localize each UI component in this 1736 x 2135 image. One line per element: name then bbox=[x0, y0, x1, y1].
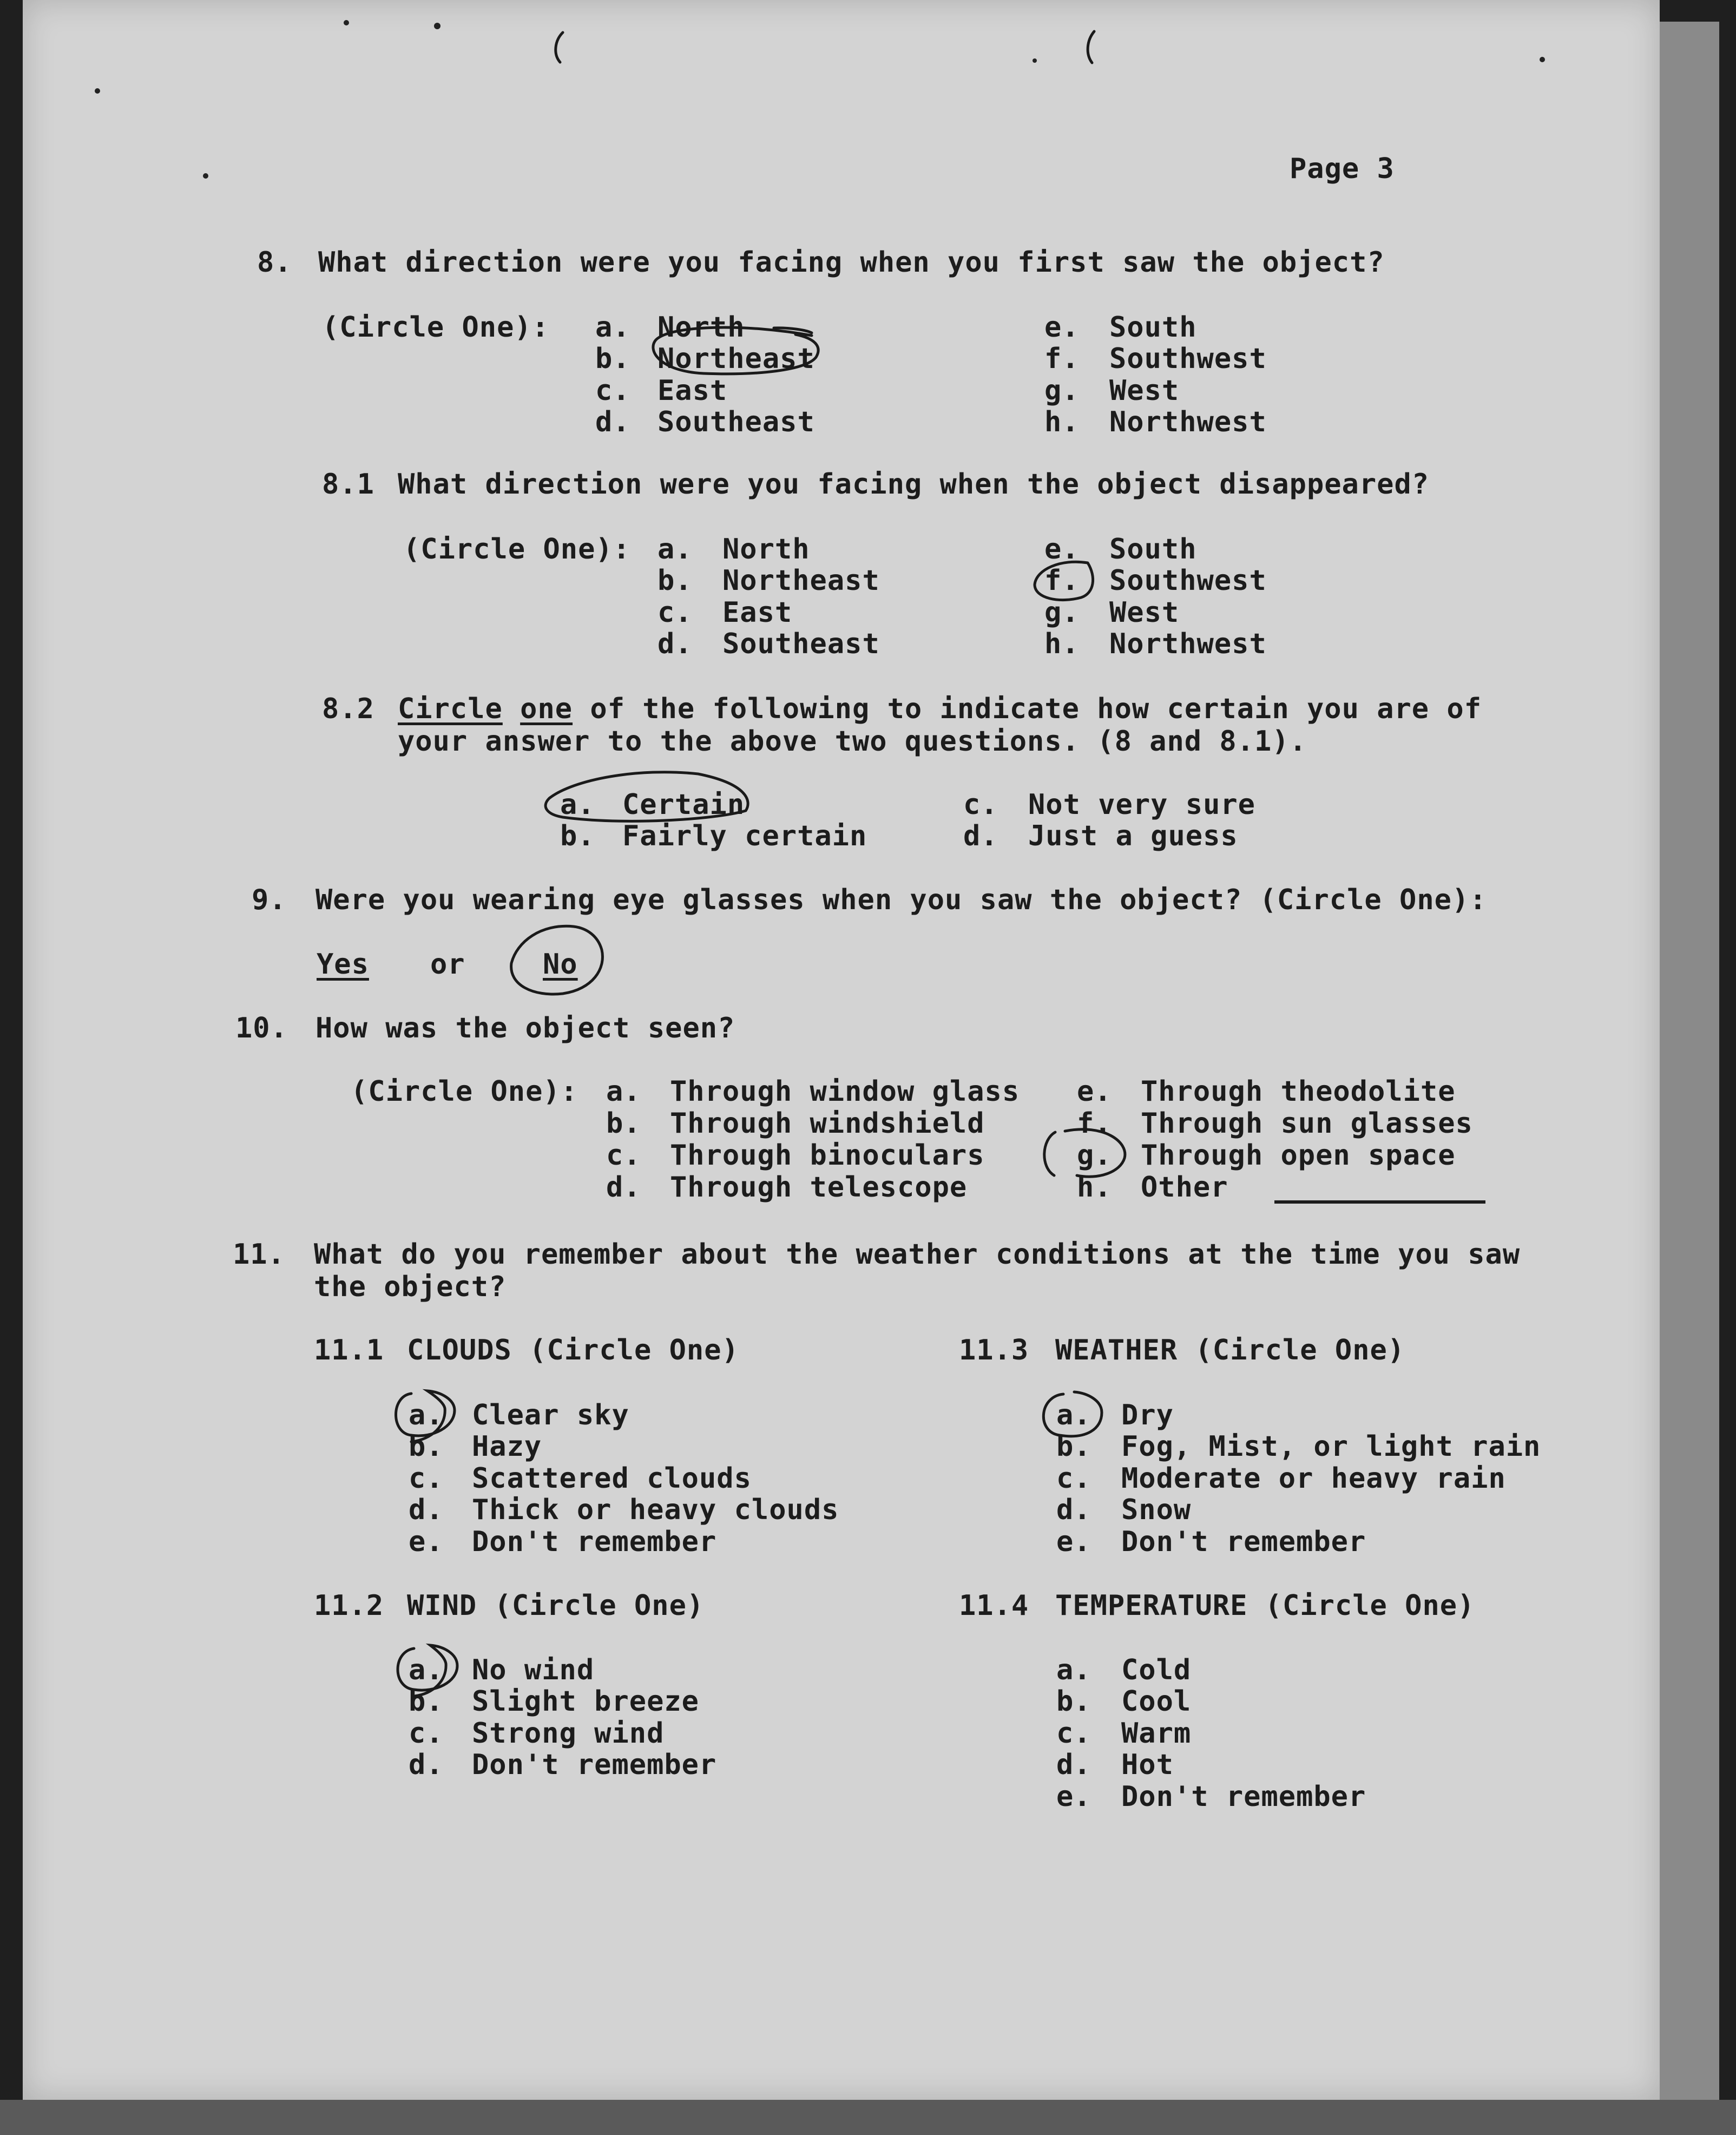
q11-2-option-text: Slight breeze bbox=[472, 1685, 699, 1718]
scan-edge-bottom bbox=[0, 2100, 1736, 2135]
q10-option-letter: b. bbox=[606, 1107, 641, 1140]
q11-1-option-letter: b. bbox=[409, 1430, 444, 1463]
document-page bbox=[23, 0, 1660, 2100]
q8-1-option-letter: c. bbox=[657, 596, 693, 629]
q10-option-letter: f. bbox=[1077, 1107, 1112, 1140]
q11-4-option-letter: a. bbox=[1056, 1654, 1091, 1686]
q9-or: or bbox=[430, 948, 465, 981]
q8-2-option-text: Just a guess bbox=[1028, 820, 1238, 852]
q8-1-option-text: Southeast bbox=[722, 628, 880, 660]
q8-1-option-text: Northeast bbox=[722, 564, 880, 597]
q9-no: No bbox=[543, 948, 578, 981]
q11-2-option-letter: a. bbox=[409, 1654, 444, 1686]
q9-number: 9. bbox=[252, 884, 287, 916]
q11-1-option-text: Hazy bbox=[472, 1430, 542, 1463]
q11-3-option-letter: b. bbox=[1056, 1430, 1091, 1463]
q10-option-text: Through binoculars bbox=[670, 1139, 985, 1172]
q11-3-option-text: Fog, Mist, or light rain bbox=[1121, 1430, 1541, 1463]
q8-2-one-word: one bbox=[520, 693, 573, 725]
q11-2-option-text: Strong wind bbox=[472, 1717, 665, 1750]
q11-2-number: 11.2 bbox=[314, 1589, 384, 1622]
q11-3-option-letter: c. bbox=[1056, 1462, 1091, 1495]
q8-1-option-text: South bbox=[1109, 533, 1197, 566]
q8-question: What direction were you facing when you first saw the object? bbox=[318, 246, 1385, 279]
q8-2-option-text: Fairly certain bbox=[622, 820, 867, 852]
q11-2-option-letter: b. bbox=[409, 1685, 444, 1718]
q8-2-option-text: Not very sure bbox=[1028, 789, 1255, 821]
q11-2-title: WIND (Circle One) bbox=[407, 1589, 705, 1622]
q9-question: Were you wearing eye glasses when you saw the object? (Circle One): bbox=[315, 884, 1487, 916]
q8-option-text: Northeast bbox=[657, 343, 815, 375]
q8-1-option-letter: h. bbox=[1044, 628, 1080, 660]
q8-2-option-letter: b. bbox=[560, 820, 595, 852]
q8-1-option-letter: b. bbox=[657, 564, 693, 597]
q11-1-number: 11.1 bbox=[314, 1334, 384, 1367]
q11-2-option-letter: d. bbox=[409, 1749, 444, 1781]
q8-2-question-line1 bbox=[398, 693, 1482, 725]
q8-option-letter: d. bbox=[595, 406, 630, 438]
q11-4-option-letter: e. bbox=[1056, 1781, 1091, 1813]
q10-option-text: Other bbox=[1141, 1171, 1228, 1204]
q11-1-option-letter: d. bbox=[409, 1494, 444, 1526]
q11-2-option-letter: c. bbox=[409, 1717, 444, 1750]
q11-3-option-letter: d. bbox=[1056, 1494, 1091, 1526]
q11-1-option-letter: a. bbox=[409, 1399, 444, 1431]
q8-option-text: Southeast bbox=[657, 406, 815, 438]
q10-option-text: Through sun glasses bbox=[1141, 1107, 1473, 1140]
q8-1-option-text: North bbox=[722, 533, 810, 566]
q11-3-title: WEATHER (Circle One) bbox=[1055, 1334, 1405, 1367]
q11-3-option-text: Snow bbox=[1121, 1494, 1192, 1526]
q11-1-title: CLOUDS (Circle One) bbox=[407, 1334, 739, 1367]
q8-2-option-letter: d. bbox=[963, 820, 998, 852]
q8-option-letter: g. bbox=[1044, 375, 1080, 407]
q10-option-text: Through open space bbox=[1141, 1139, 1456, 1172]
q11-3-option-text: Don't remember bbox=[1121, 1526, 1366, 1558]
q10-option-letter: e. bbox=[1077, 1075, 1112, 1108]
q10-other-blank-line bbox=[1274, 1200, 1485, 1204]
q10-option-letter: c. bbox=[606, 1139, 641, 1172]
q10-option-letter: a. bbox=[606, 1075, 641, 1108]
q10-option-letter: g. bbox=[1077, 1139, 1112, 1172]
q8-2-circle-word: Circle bbox=[398, 693, 503, 725]
q11-4-option-text: Warm bbox=[1121, 1717, 1192, 1750]
q8-2-option-letter: a. bbox=[560, 789, 595, 821]
q8-1-question: What direction were you facing when the object disappeared? bbox=[398, 468, 1430, 501]
q8-1-option-letter: e. bbox=[1044, 533, 1080, 566]
q8-2-question-line2: your answer to the above two questions. (8 and 8.1). bbox=[398, 725, 1307, 758]
q8-1-option-letter: g. bbox=[1044, 596, 1080, 629]
q11-1-option-text: Scattered clouds bbox=[472, 1462, 752, 1495]
q11-3-option-text: Dry bbox=[1121, 1399, 1174, 1431]
q8-1-option-text: East bbox=[722, 596, 793, 629]
q8-2-line1-rest: of the following to indicate how certain you are of bbox=[590, 693, 1482, 725]
q8-option-letter: f. bbox=[1044, 343, 1080, 375]
q8-2-option-letter: c. bbox=[963, 789, 998, 821]
q11-number: 11. bbox=[233, 1238, 285, 1271]
q10-option-text: Through window glass bbox=[670, 1075, 1020, 1108]
q8-1-option-text: Southwest bbox=[1109, 564, 1267, 597]
q11-question-line2: the object? bbox=[314, 1271, 507, 1303]
q11-3-number: 11.3 bbox=[959, 1334, 1029, 1367]
q10-question: How was the object seen? bbox=[315, 1012, 735, 1044]
q8-option-text: South bbox=[1109, 311, 1197, 344]
q11-4-option-text: Hot bbox=[1121, 1749, 1174, 1781]
q10-instruction: (Circle One): bbox=[351, 1075, 578, 1108]
q8-1-option-text: Northwest bbox=[1109, 628, 1267, 660]
q11-4-option-letter: b. bbox=[1056, 1685, 1091, 1718]
q11-question-line1: What do you remember about the weather conditions at the time you saw bbox=[314, 1238, 1521, 1271]
q8-1-option-letter: f. bbox=[1044, 564, 1080, 597]
q11-2-option-text: Don't remember bbox=[472, 1749, 717, 1781]
q11-2-option-text: No wind bbox=[472, 1654, 595, 1686]
q9-yes: Yes bbox=[317, 948, 369, 981]
q8-option-text: Southwest bbox=[1109, 343, 1267, 375]
q11-1-option-letter: e. bbox=[409, 1526, 444, 1558]
q8-option-text: Northwest bbox=[1109, 406, 1267, 438]
q10-option-letter: h. bbox=[1077, 1171, 1112, 1204]
q8-instruction: (Circle One): bbox=[322, 311, 549, 344]
q11-1-option-text: Don't remember bbox=[472, 1526, 717, 1558]
q11-1-option-text: Clear sky bbox=[472, 1399, 629, 1431]
q11-3-option-letter: a. bbox=[1056, 1399, 1091, 1431]
q8-2-number: 8.2 bbox=[322, 693, 374, 725]
q11-4-option-text: Cool bbox=[1121, 1685, 1192, 1718]
q11-1-option-text: Thick or heavy clouds bbox=[472, 1494, 839, 1526]
q8-option-letter: e. bbox=[1044, 311, 1080, 344]
q11-4-number: 11.4 bbox=[959, 1589, 1029, 1622]
scan-edge-right bbox=[1660, 22, 1719, 2111]
q10-option-text: Through telescope bbox=[670, 1171, 968, 1204]
q8-option-letter: a. bbox=[595, 311, 630, 344]
q11-4-option-text: Don't remember bbox=[1121, 1781, 1366, 1813]
q11-4-option-letter: d. bbox=[1056, 1749, 1091, 1781]
q8-option-text: West bbox=[1109, 375, 1180, 407]
q8-number: 8. bbox=[257, 246, 292, 279]
q8-option-letter: h. bbox=[1044, 406, 1080, 438]
q8-1-instruction: (Circle One): bbox=[403, 533, 630, 566]
q10-number: 10. bbox=[235, 1012, 288, 1044]
q8-2-option-text: Certain bbox=[622, 789, 745, 821]
q8-1-option-letter: d. bbox=[657, 628, 693, 660]
q11-1-option-letter: c. bbox=[409, 1462, 444, 1495]
q8-option-letter: c. bbox=[595, 375, 630, 407]
q8-option-text: North bbox=[657, 311, 745, 344]
q11-4-option-letter: c. bbox=[1056, 1717, 1091, 1750]
q8-1-option-text: West bbox=[1109, 596, 1180, 629]
q11-4-option-text: Cold bbox=[1121, 1654, 1192, 1686]
q10-option-text: Through theodolite bbox=[1141, 1075, 1456, 1108]
page-number: Page 3 bbox=[1290, 153, 1395, 185]
q8-option-text: East bbox=[657, 375, 728, 407]
q8-1-number: 8.1 bbox=[322, 468, 374, 501]
q11-3-option-text: Moderate or heavy rain bbox=[1121, 1462, 1506, 1495]
q10-option-text: Through windshield bbox=[670, 1107, 985, 1140]
q11-3-option-letter: e. bbox=[1056, 1526, 1091, 1558]
q8-option-letter: b. bbox=[595, 343, 630, 375]
q10-option-letter: d. bbox=[606, 1171, 641, 1204]
q8-1-option-letter: a. bbox=[657, 533, 693, 566]
q11-4-title: TEMPERATURE (Circle One) bbox=[1055, 1589, 1475, 1622]
